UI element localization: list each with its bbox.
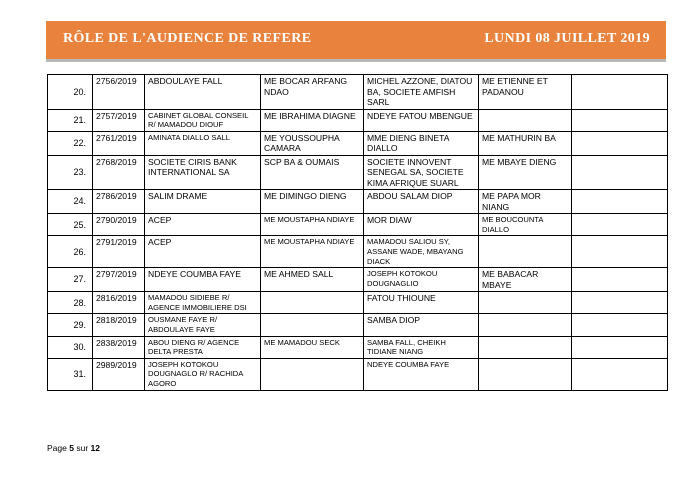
table-row [48,214,668,236]
plaintiff-cell: JOSEPH KOTOKOU DOUGNAGLO R/ RACHIDA AGORO [145,358,261,390]
defendant-cell: MICHEL AZZONE, DIATOU BA, SOCIETE AMFISH SARL [364,75,479,110]
case-number-cell: 2756/2019 [93,75,145,110]
case-number-cell: 2761/2019 [93,131,145,155]
defendant-cell: MAMADOU SALIOU SY, ASSANE WADE, MBAYANG DIACK [364,236,479,268]
plaintiff-cell: ACEP [145,236,261,268]
hearing-roll-table [47,74,668,391]
table-row [48,131,668,155]
defendant-lawyer-cell [479,292,572,314]
defendant-cell: NDEYE FATOU MBENGUE [364,109,479,131]
defendant-cell: ABDOU SALAM DIOP [364,190,479,214]
table-row [48,155,668,190]
observations-cell [572,314,668,336]
observations-cell [572,155,668,190]
page-separator: sur [76,443,89,453]
plaintiff-cell: OUSMANE FAYE R/ ABDOULAYE FAYE [145,314,261,336]
table-row [48,75,668,110]
observations-cell [572,268,668,292]
case-number-cell: 2757/2019 [93,109,145,131]
plaintiff-cell: ABDOULAYE FALL [145,75,261,110]
observations-cell [572,109,668,131]
document-title: RÔLE DE L'AUDIENCE DE REFERE [63,31,312,46]
table-row [48,292,668,314]
case-number-cell: 2818/2019 [93,314,145,336]
defendant-lawyer-cell [479,109,572,131]
plaintiff-cell: ACEP [145,214,261,236]
plaintiff-lawyer-cell: ME DIMINGO DIENG [261,190,364,214]
defendant-lawyer-cell: ME ETIENNE ET PADANOU [479,75,572,110]
page-current: 5 [69,443,74,453]
row-number-cell: 28. [48,292,93,314]
table-row [48,109,668,131]
case-number-cell: 2768/2019 [93,155,145,190]
defendant-lawyer-cell: ME MBAYE DIENG [479,155,572,190]
row-number-cell: 20. [48,75,93,110]
row-number-cell: 25. [48,214,93,236]
hearing-date: LUNDI 08 JUILLET 2019 [484,31,650,46]
plaintiff-lawyer-cell: ME MOUSTAPHA NDIAYE [261,214,364,236]
row-number-cell: 31. [48,358,93,390]
case-number-cell: 2816/2019 [93,292,145,314]
observations-cell [572,75,668,110]
case-number-cell: 2989/2019 [93,358,145,390]
observations-cell [572,358,668,390]
table-row [48,314,668,336]
case-number-cell: 2797/2019 [93,268,145,292]
row-number-cell: 27. [48,268,93,292]
plaintiff-cell: MAMADOU SIDIEBE R/ AGENCE IMMOBILIERE DSI [145,292,261,314]
row-number-cell: 24. [48,190,93,214]
defendant-cell: NDEYE COUMBA FAYE [364,358,479,390]
row-number-cell: 21. [48,109,93,131]
plaintiff-cell: NDEYE COUMBA FAYE [145,268,261,292]
observations-cell [572,131,668,155]
plaintiff-lawyer-cell: SCP BA & OUMAIS [261,155,364,190]
defendant-cell: MME DIENG BINETA DIALLO [364,131,479,155]
defendant-lawyer-cell: ME PAPA MOR NIANG [479,190,572,214]
header-banner [46,21,666,62]
defendant-cell: JOSEPH KOTOKOU DOUGNAGLIO [364,268,479,292]
page-label: Page [47,443,67,453]
defendant-lawyer-cell: ME MATHURIN BA [479,131,572,155]
table-row [48,268,668,292]
defendant-cell: SOCIETE INNOVENT SENEGAL SA, SOCIETE KIMA AFRIQUE SUARL [364,155,479,190]
observations-cell [572,336,668,358]
plaintiff-cell: ABOU DIENG R/ AGENCE DELTA PRESTA [145,336,261,358]
table-row [48,190,668,214]
defendant-lawyer-cell: ME BOUCOUNTA DIALLO [479,214,572,236]
plaintiff-lawyer-cell: ME MOUSTAPHA NDIAYE [261,236,364,268]
case-number-cell: 2790/2019 [93,214,145,236]
table-row [48,358,668,390]
row-number-cell: 26. [48,236,93,268]
plaintiff-lawyer-cell: ME AHMED SALL [261,268,364,292]
defendant-lawyer-cell: ME BABACAR MBAYE [479,268,572,292]
table-row [48,236,668,268]
plaintiff-lawyer-cell [261,292,364,314]
case-number-cell: 2838/2019 [93,336,145,358]
observations-cell [572,292,668,314]
defendant-lawyer-cell [479,358,572,390]
row-number-cell: 22. [48,131,93,155]
defendant-lawyer-cell [479,236,572,268]
defendant-lawyer-cell [479,336,572,358]
row-number-cell: 23. [48,155,93,190]
observations-cell [572,190,668,214]
case-number-cell: 2791/2019 [93,236,145,268]
plaintiff-lawyer-cell [261,314,364,336]
defendant-cell: MOR DIAW [364,214,479,236]
hearing-roll-body [48,75,668,391]
plaintiff-cell: SOCIETE CIRIS BANK INTERNATIONAL SA [145,155,261,190]
defendant-cell: SAMBA DIOP [364,314,479,336]
defendant-lawyer-cell [479,314,572,336]
plaintiff-cell: CABINET GLOBAL CONSEIL R/ MAMADOU DIOUF [145,109,261,131]
defendant-cell: FATOU THIOUNE [364,292,479,314]
page-total: 12 [90,443,100,453]
plaintiff-lawyer-cell [261,358,364,390]
plaintiff-cell: AMINATA DIALLO SALL [145,131,261,155]
table-row [48,336,668,358]
plaintiff-lawyer-cell: ME YOUSSOUPHA CAMARA [261,131,364,155]
defendant-cell: SAMBA FALL, CHEIKH TIDIANE NIANG [364,336,479,358]
case-number-cell: 2786/2019 [93,190,145,214]
plaintiff-lawyer-cell: ME MAMADOU SECK [261,336,364,358]
plaintiff-cell: SALIM DRAME [145,190,261,214]
observations-cell [572,214,668,236]
page-footer [47,443,100,453]
plaintiff-lawyer-cell: ME BOCAR ARFANG NDAO [261,75,364,110]
row-number-cell: 29. [48,314,93,336]
plaintiff-lawyer-cell: ME IBRAHIMA DIAGNE [261,109,364,131]
row-number-cell: 30. [48,336,93,358]
observations-cell [572,236,668,268]
